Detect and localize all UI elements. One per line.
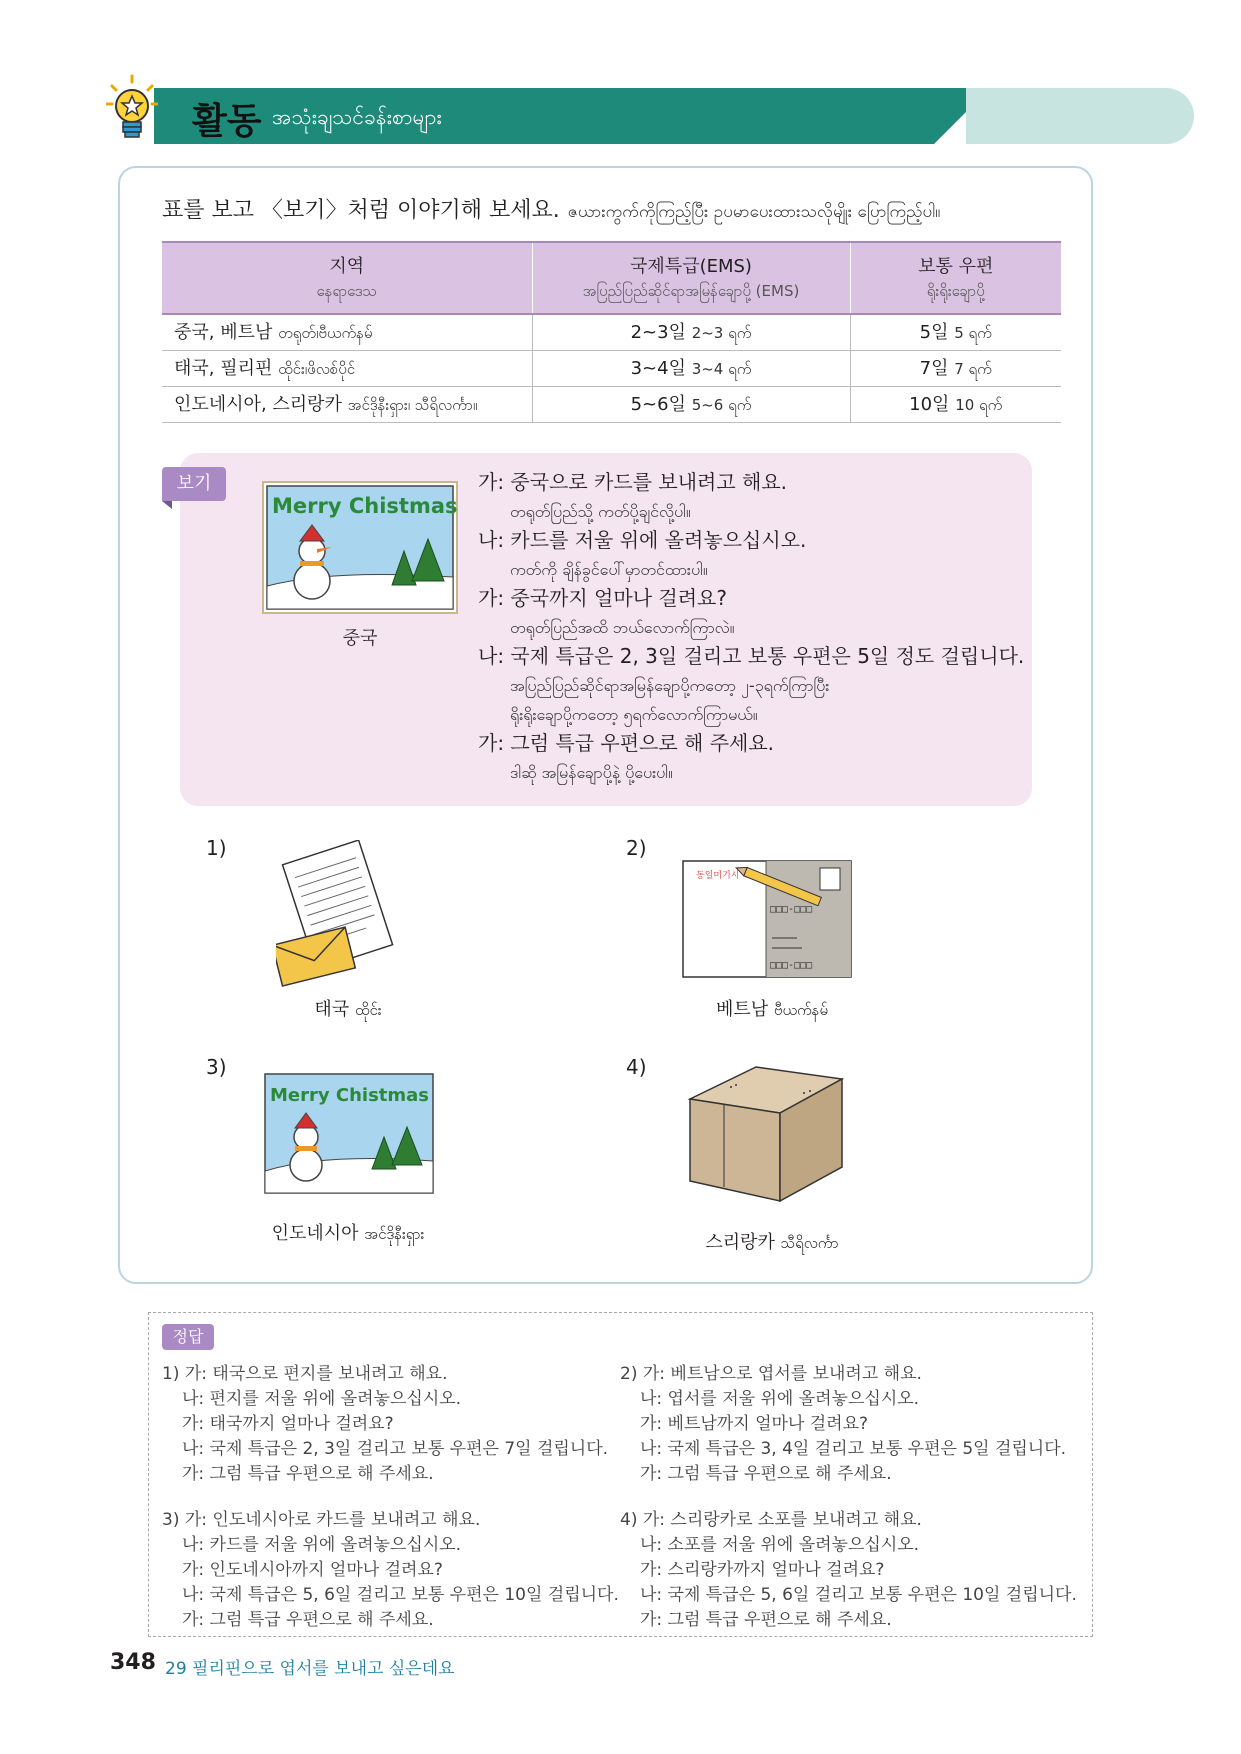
table-row	[162, 386, 1061, 422]
postcard-zip-bottom: □□□-□□□	[770, 960, 813, 971]
normal-cell: 7일 7 ရက်	[850, 350, 1061, 386]
table-header-row	[162, 242, 1061, 314]
item-number: 4)	[626, 1055, 647, 1079]
card-text: Merry Chistmas	[272, 494, 458, 518]
region-cell: 중국, 베트남 တရုတ်၊ဗီယက်နမ်	[162, 314, 532, 350]
example-tag-fold	[162, 501, 172, 509]
answer-line: 나: 편지를 저울 위에 올려놓으십시오.	[182, 1389, 462, 1409]
region-cell: 태국, 필리핀 ထိုင်း၊ဖိလစ်ပိုင်	[162, 350, 532, 386]
answer-group	[162, 1362, 619, 1487]
answer-line: 나: 국제 특급은 3, 4일 걸리고 보통 우편은 5일 걸립니다.	[640, 1439, 1067, 1459]
answer-line: 나: 국제 특급은 2, 3일 걸리고 보통 우편은 7일 걸립니다.	[182, 1439, 609, 1459]
answer-line: 가: 스리랑카까지 얼마나 걸려요?	[640, 1560, 885, 1580]
banner-subtitle: အသုံးချသင်ခန်းစာများ	[272, 105, 442, 129]
activity-banner	[106, 88, 1094, 144]
answer-line: 4) 가: 스리랑카로 소포를 보내려고 해요.	[620, 1510, 922, 1530]
dialogue-line: 나: 국제 특급은 2, 3일 걸리고 보통 우편은 5일 정도 걸립니다.	[478, 644, 1025, 668]
delivery-time-table	[162, 241, 1061, 423]
item-number: 1)	[206, 836, 227, 860]
ems-cell: 5~6일 5~6 ရက်	[532, 386, 850, 422]
answer-line: 나: 소포를 저울 위에 올려놓으십시오.	[640, 1535, 920, 1555]
dialogue-translation: တရုတ်ပြည်အထိ ဘယ်လောက်ကြာလဲ။	[510, 618, 735, 637]
item-label: 베트남 ဗီယက်နမ်	[715, 999, 829, 1020]
region-cell: 인도네시아, 스리랑카 အင်ဒိုနီးရှား၊ သီရိလင်္ကာ။	[162, 386, 532, 422]
answer-line: 나: 엽서를 저울 위에 올려놓으십시오.	[640, 1389, 920, 1409]
table-row	[162, 350, 1061, 386]
dialogue-line: 가: 중국까지 얼마나 걸려요?	[478, 586, 727, 610]
answer-group	[162, 1508, 619, 1633]
answer-group	[620, 1508, 1077, 1633]
lightbulb-star-icon	[106, 74, 158, 146]
item-number: 2)	[626, 836, 647, 860]
christmas-card-image	[264, 1073, 434, 1194]
banner-green-bar	[154, 88, 934, 144]
banner-light-bar	[966, 88, 1194, 144]
answer-tag: 정답	[162, 1324, 214, 1350]
answer-line: 가: 그럼 특급 우편으로 해 주세요.	[640, 1464, 892, 1484]
column-header-normal: 보통 우편 ရိုးရိုးချောပို့	[850, 242, 1061, 314]
column-header-region: 지역 နေရာဒေသ	[162, 242, 532, 314]
item-number: 3)	[206, 1055, 227, 1079]
column-header-ems: 국제특급(EMS) အပြည်ပြည်ဆိုင်ရာအမြန်ချောပို့ (EMS)	[532, 242, 850, 314]
answer-line: 가: 인도네시아까지 얼마나 걸려요?	[182, 1560, 443, 1580]
instruction-myanmar: ဇယားကွက်ကိုကြည့်ပြီး ဥပမာပေးထားသလိုမျိုး ပြောကြည့်ပါ။	[567, 202, 941, 222]
example-tag: 보기	[162, 467, 226, 501]
answer-line: 나: 카드를 저울 위에 올려놓으십시오.	[182, 1535, 462, 1555]
dialogue-translation: ကတ်ကို ချိန်ခွင်ပေါ်မှာတင်ထားပါ။	[510, 560, 708, 579]
table-row	[162, 314, 1061, 350]
dialogue-translation: အပြည်ပြည်ဆိုင်ရာအမြန်ချောပို့ကတော့ ၂-၃ရက်ကြာပြီး	[510, 676, 830, 695]
answer-line: 나: 국제 특급은 5, 6일 걸리고 보통 우편은 10일 걸립니다.	[182, 1585, 619, 1605]
christmas-card-image	[262, 481, 458, 614]
dialogue-line: 가: 중국으로 카드를 보내려고 해요.	[478, 470, 788, 494]
answer-line: 3) 가: 인도네시아로 카드를 보내려고 해요.	[162, 1510, 481, 1530]
answer-line: 1) 가: 태국으로 편지를 보내려고 해요.	[162, 1364, 448, 1384]
answer-line: 나: 국제 특급은 5, 6일 걸리고 보통 우편은 10일 걸립니다.	[640, 1585, 1077, 1605]
banner-title: 활동	[192, 101, 262, 142]
example-dialogue	[478, 468, 1038, 787]
ems-cell: 2~3일 2~3 ရက်	[532, 314, 850, 350]
item-label: 태국 ထိုင်း	[314, 999, 382, 1020]
instruction-korean: 표를 보고 〈보기〉처럼 이야기해 보세요.	[162, 198, 560, 223]
dialogue-translation: ရိုးရိုးချောပို့ကတော့ ၅ရက်လောက်ကြာမယ်။	[510, 705, 758, 724]
card-text: Merry Chistmas	[270, 1085, 430, 1106]
letter-envelope-image	[276, 840, 401, 990]
normal-cell: 5일 5 ရက်	[850, 314, 1061, 350]
dialogue-line: 가: 그럼 특급 우편으로 해 주세요.	[478, 731, 775, 755]
parcel-box-image	[686, 1063, 846, 1205]
dialogue-translation: ဒါဆို အမြန်ချောပို့နဲ့ ပို့ပေးပါ။	[510, 763, 673, 782]
answer-line: 가: 태국까지 얼마나 걸려요?	[182, 1414, 394, 1434]
item-label: 인도네시아 အင်ဒိုနီးရှား	[271, 1223, 425, 1244]
dialogue-line: 나: 카드를 저울 위에 올려놓으십시오.	[478, 528, 807, 552]
answer-line: 가: 베트남까지 얼마나 걸려요?	[640, 1414, 869, 1434]
chapter-title: 29 필리핀으로 엽서를 보내고 싶은데요	[165, 1659, 455, 1679]
postcard-image	[682, 860, 852, 978]
instruction	[162, 193, 940, 226]
dialogue-translation: တရုတ်ပြည်သို့ ကတ်ပို့ချင်လို့ပါ။	[510, 502, 691, 521]
answer-column-right	[620, 1362, 1077, 1654]
answer-line: 가: 그럼 특급 우편으로 해 주세요.	[182, 1610, 434, 1630]
item-label: 스리랑카 သီရိလင်္ကာ	[705, 1232, 839, 1253]
example-card-label: 중국	[342, 628, 378, 649]
answer-line: 2) 가: 베트남으로 엽서를 보내려고 해요.	[620, 1364, 922, 1384]
answer-column-left	[162, 1362, 619, 1654]
answer-line: 가: 그럼 특급 우편으로 해 주세요.	[182, 1464, 434, 1484]
ems-cell: 3~4일 3~4 ရက်	[532, 350, 850, 386]
answer-line: 가: 그럼 특급 우편으로 해 주세요.	[640, 1610, 892, 1630]
normal-cell: 10일 10 ရက်	[850, 386, 1061, 422]
page-number: 348	[110, 1650, 156, 1675]
postcard-heading: 동일미기시	[696, 871, 740, 881]
postcard-zip-top: □□□-□□□	[770, 904, 813, 915]
answer-group	[620, 1362, 1077, 1487]
